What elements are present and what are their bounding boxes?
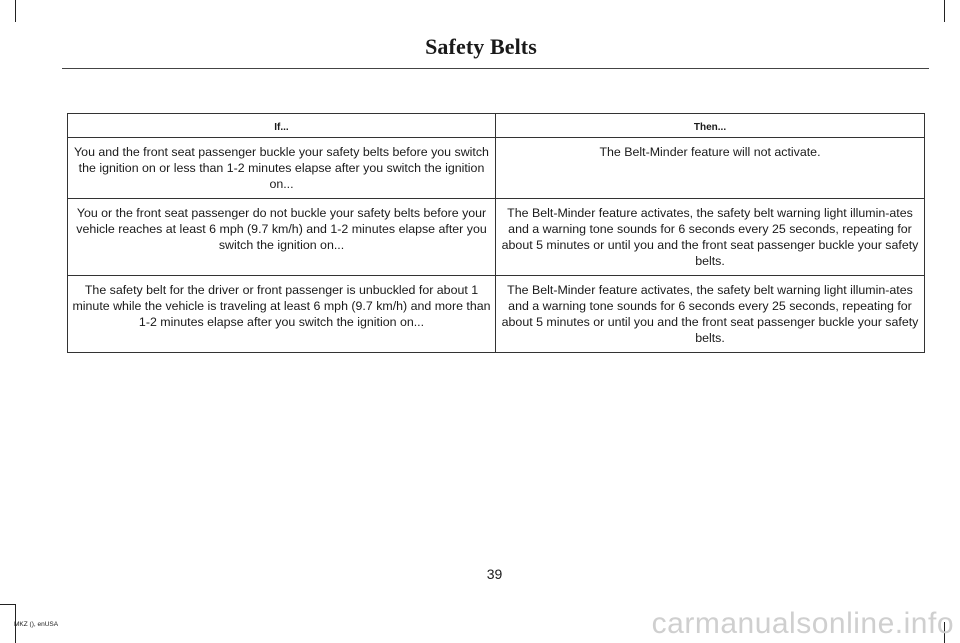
header-divider: [62, 68, 929, 69]
table-cell-condition: The safety belt for the driver or front passenger is unbuckled for about 1 minute while the vehicle is traveling at least 6 mph (9.7 km/h) and more than 1-2 minutes elapse after you switch the ignition on...: [68, 276, 496, 353]
crop-mark-bottom-left-horizontal: [0, 604, 15, 605]
column-header-if: If...: [68, 114, 496, 138]
table-header-row: [68, 114, 925, 138]
table-row: [68, 276, 925, 353]
page-title: Safety Belts: [425, 34, 537, 59]
table-cell-result: The Belt-Minder feature activates, the safety belt warning light illumin-ates and a warning tone sounds for 6 seconds every 25 seconds, repeating for about 5 minutes or until you and the front seat passenger buckle your safety belts.: [496, 199, 925, 276]
table-cell-result: The Belt-Minder feature activates, the safety belt warning light illumin-ates and a warning tone sounds for 6 seconds every 25 seconds, repeating for about 5 minutes or until you and the front seat passenger buckle your safety belts.: [496, 276, 925, 353]
belt-minder-table: [67, 113, 925, 353]
page-number: 39: [486, 566, 503, 582]
table-cell-condition: You or the front seat passenger do not buckle your safety belts before your vehicle reaches at least 6 mph (9.7 km/h) and 1-2 minutes elapse after you switch the ignition on...: [68, 199, 496, 276]
crop-mark-top-right-vertical: [944, 0, 945, 22]
document-code: MKZ (), enUSA: [14, 621, 59, 628]
watermark: carmanualsonline.info: [651, 607, 954, 640]
crop-mark-top-left-vertical: [15, 0, 16, 22]
table-cell-result: The Belt-Minder feature will not activate.: [496, 138, 925, 199]
table-row: [68, 199, 925, 276]
column-header-then: Then...: [496, 114, 925, 138]
table-row: [68, 138, 925, 199]
table-cell-condition: You and the front seat passenger buckle your safety belts before you switch the ignition on or less than 1-2 minutes elapse after you switch the ignition on...: [68, 138, 496, 199]
